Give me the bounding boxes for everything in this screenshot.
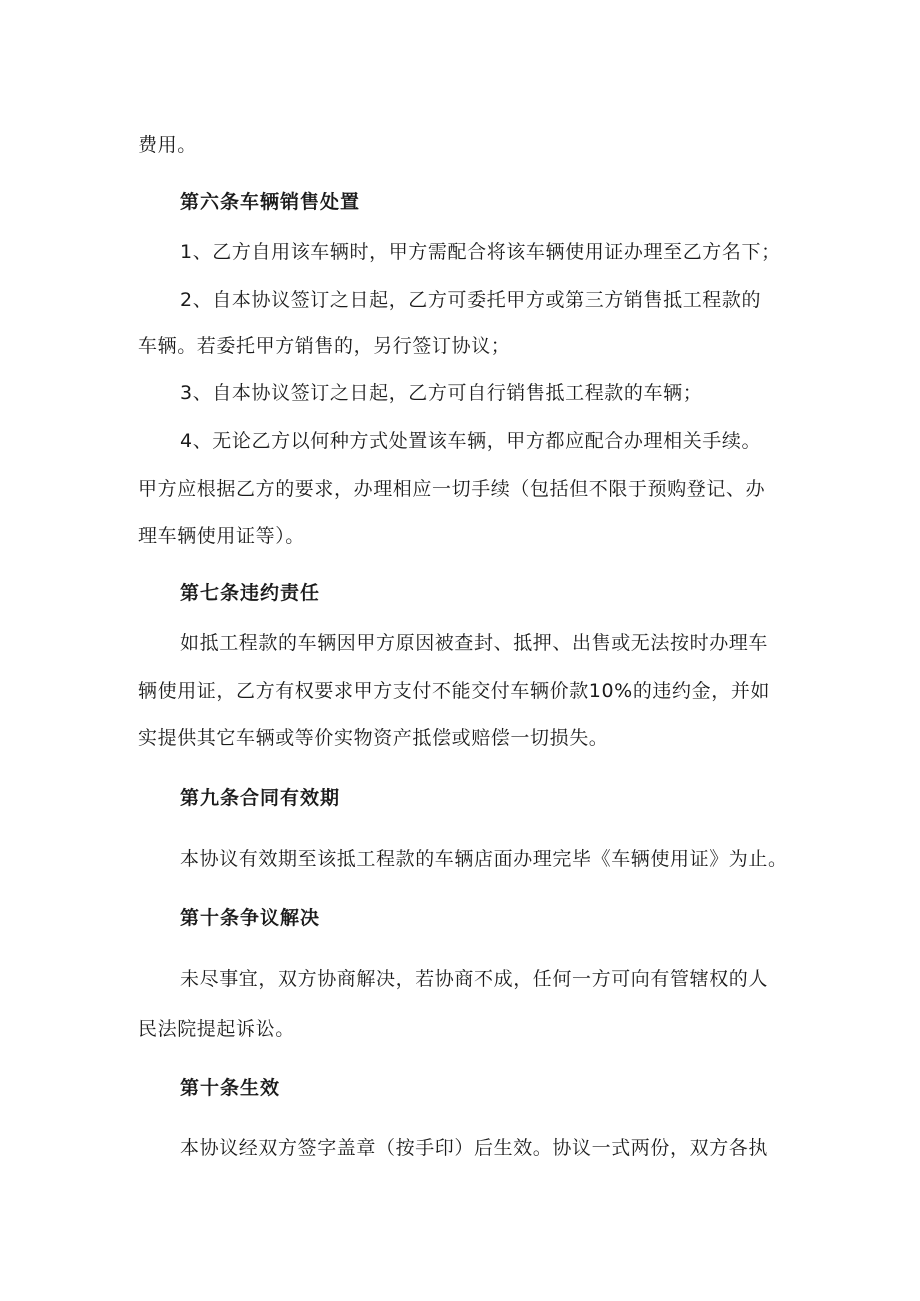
section-heading-10-dispute: 第十条争议解决 xyxy=(180,907,321,929)
paragraph-line: 费用。 xyxy=(138,134,197,156)
section-heading-10-effect: 第十条生效 xyxy=(180,1077,281,1099)
paragraph-line: 3、自本协议签订之日起，乙方可自行销售抵工程款的车辆； xyxy=(180,382,703,404)
paragraph-line: 4、无论乙方以何种方式处置该车辆，甲方都应配合办理相关手续。 xyxy=(180,430,762,452)
paragraph-line: 1、乙方自用该车辆时，甲方需配合将该车辆使用证办理至乙方名下； xyxy=(180,241,781,263)
paragraph-line: 车辆。若委托甲方销售的，另行签订协议； xyxy=(138,335,511,357)
paragraph-line: 本协议有效期至该抵工程款的车辆店面办理完毕《车辆使用证》为止。 xyxy=(180,848,788,870)
paragraph-line: 未尽事宜，双方协商解决，若协商不成，任何一方可向有管辖权的人 xyxy=(180,968,769,990)
paragraph-line: 如抵工程款的车辆因甲方原因被查封、抵押、出售或无法按时办理车 xyxy=(180,632,769,654)
section-heading-6: 第六条车辆销售处置 xyxy=(180,191,361,213)
paragraph-line: 甲方应根据乙方的要求，办理相应一切手续（包括但不限于预购登记、办 xyxy=(138,478,766,500)
paragraph-line: 民法院提起诉讼。 xyxy=(138,1018,295,1040)
paragraph-line: 本协议经双方签字盖章（按手印）后生效。协议一式两份，双方各执 xyxy=(180,1137,769,1159)
paragraph-line: 辆使用证，乙方有权要求甲方支付不能交付车辆价款10%的违约金，并如 xyxy=(138,680,771,702)
section-heading-7: 第七条违约责任 xyxy=(180,582,321,604)
paragraph-line: 实提供其它车辆或等价实物资产抵偿或赔偿一切损失。 xyxy=(138,727,609,749)
paragraph-line: 2、自本协议签订之日起，乙方可委托甲方或第三方销售抵工程款的 xyxy=(180,289,762,311)
section-heading-9: 第九条合同有效期 xyxy=(180,787,341,809)
paragraph-line: 理车辆使用证等）。 xyxy=(138,525,305,547)
